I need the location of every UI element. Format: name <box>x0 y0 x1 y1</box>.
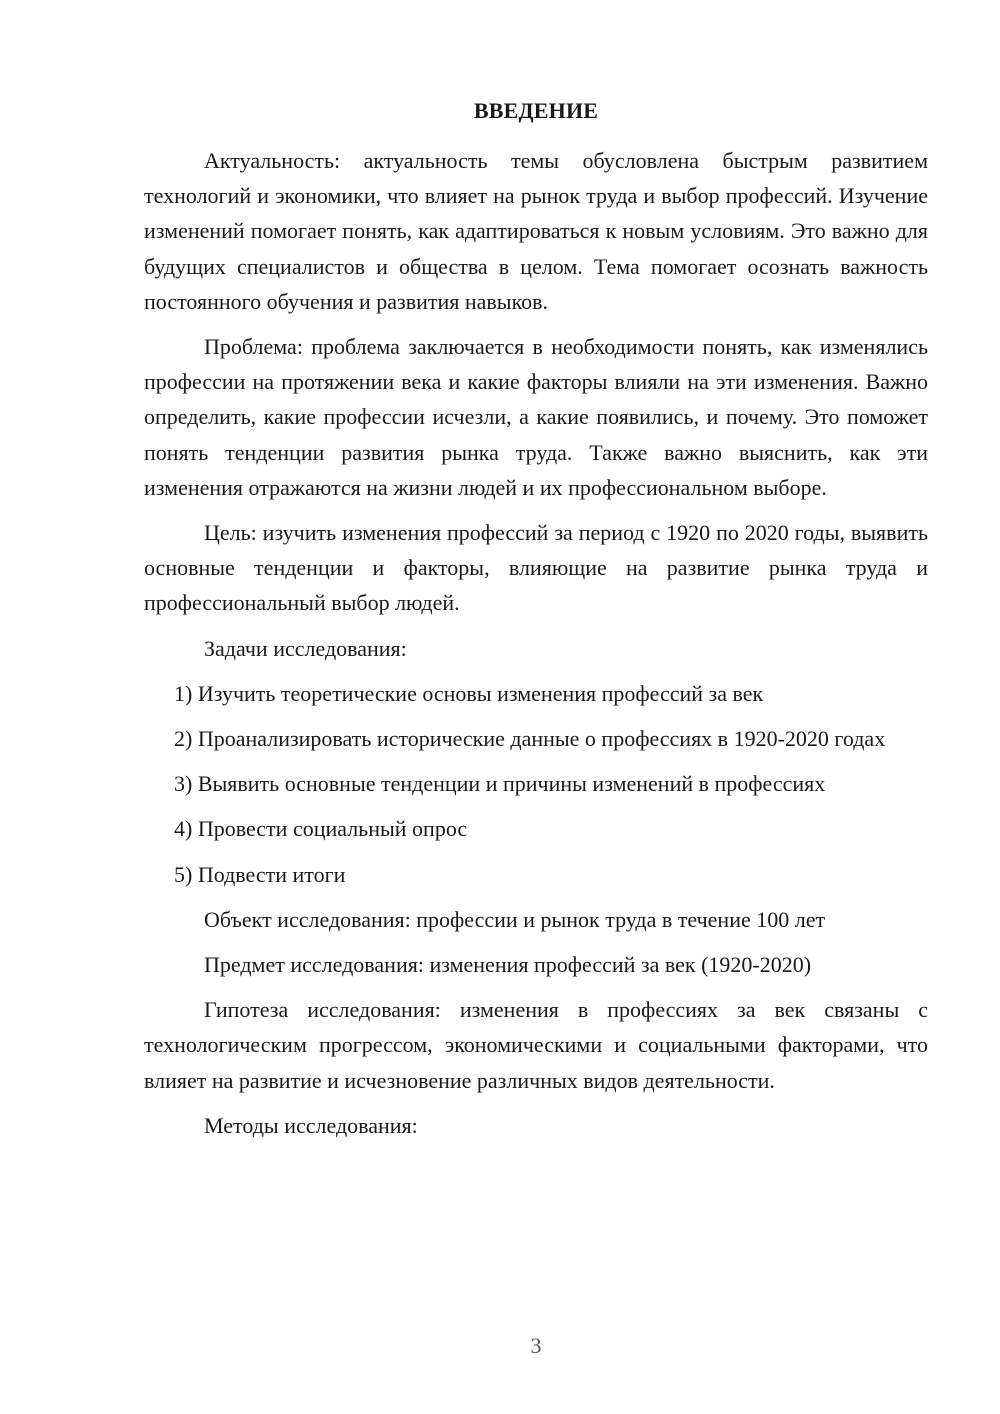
hypothesis-paragraph: Гипотеза исследования: изменения в профессиях за век связаны с технологическим прогрессом, экономическими и социальными факторами, что влияет на развитие и исчезновение различных видов деятельности. <box>144 997 928 1093</box>
document-body <box>144 143 928 1143</box>
object-paragraph: Объект исследования: профессии и рынок труда в течение 100 лет <box>204 906 826 932</box>
task-item-3: 3) Выявить основные тенденции и причины изменений в профессиях <box>174 771 826 797</box>
tasks-heading: Задачи исследования: <box>204 635 407 661</box>
methods-heading: Методы исследования: <box>204 1112 418 1138</box>
goal-paragraph: Цель: изучить изменения профессий за период с 1920 по 2020 годы, выявить основные тенденции и факторы, влияющие на развитие рынка труда и профессиональный выбор людей. <box>144 520 928 616</box>
page-title: ВВЕДЕНИЕ <box>473 98 599 123</box>
task-item-5: 5) Подвести итоги <box>174 861 346 887</box>
task-item-1: 1) Изучить теоретические основы изменения профессий за век <box>174 680 764 706</box>
task-item-4: 4) Провести социальный опрос <box>174 816 468 842</box>
page-number: 3 <box>530 1333 542 1358</box>
task-item-2: 2) Проанализировать исторические данные о профессиях в 1920-2020 годах <box>174 726 886 752</box>
relevance-paragraph: Актуальность: актуальность темы обусловлена быстрым развитием технологий и экономики, что влияет на рынок труда и выбор профессий. Изучение изменений помогает понять, как адаптироваться к новым условиям. Это важно для будущих специалистов и общества в целом. Тема помогает осознать важность постоянного обучения и развития навыков. <box>144 148 928 314</box>
problem-paragraph: Проблема: проблема заключается в необходимости понять, как изменялись профессии на протяжении века и какие факторы влияли на эти изменения. Важно определить, какие профессии исчезли, а какие появились, и почему. Это поможет понять тенденции развития рынка труда. Также важно выяснить, как эти изменения отражаются на жизни людей и их профессиональном выборе. <box>144 334 928 500</box>
subject-paragraph: Предмет исследования: изменения профессий за век (1920-2020) <box>204 952 812 978</box>
